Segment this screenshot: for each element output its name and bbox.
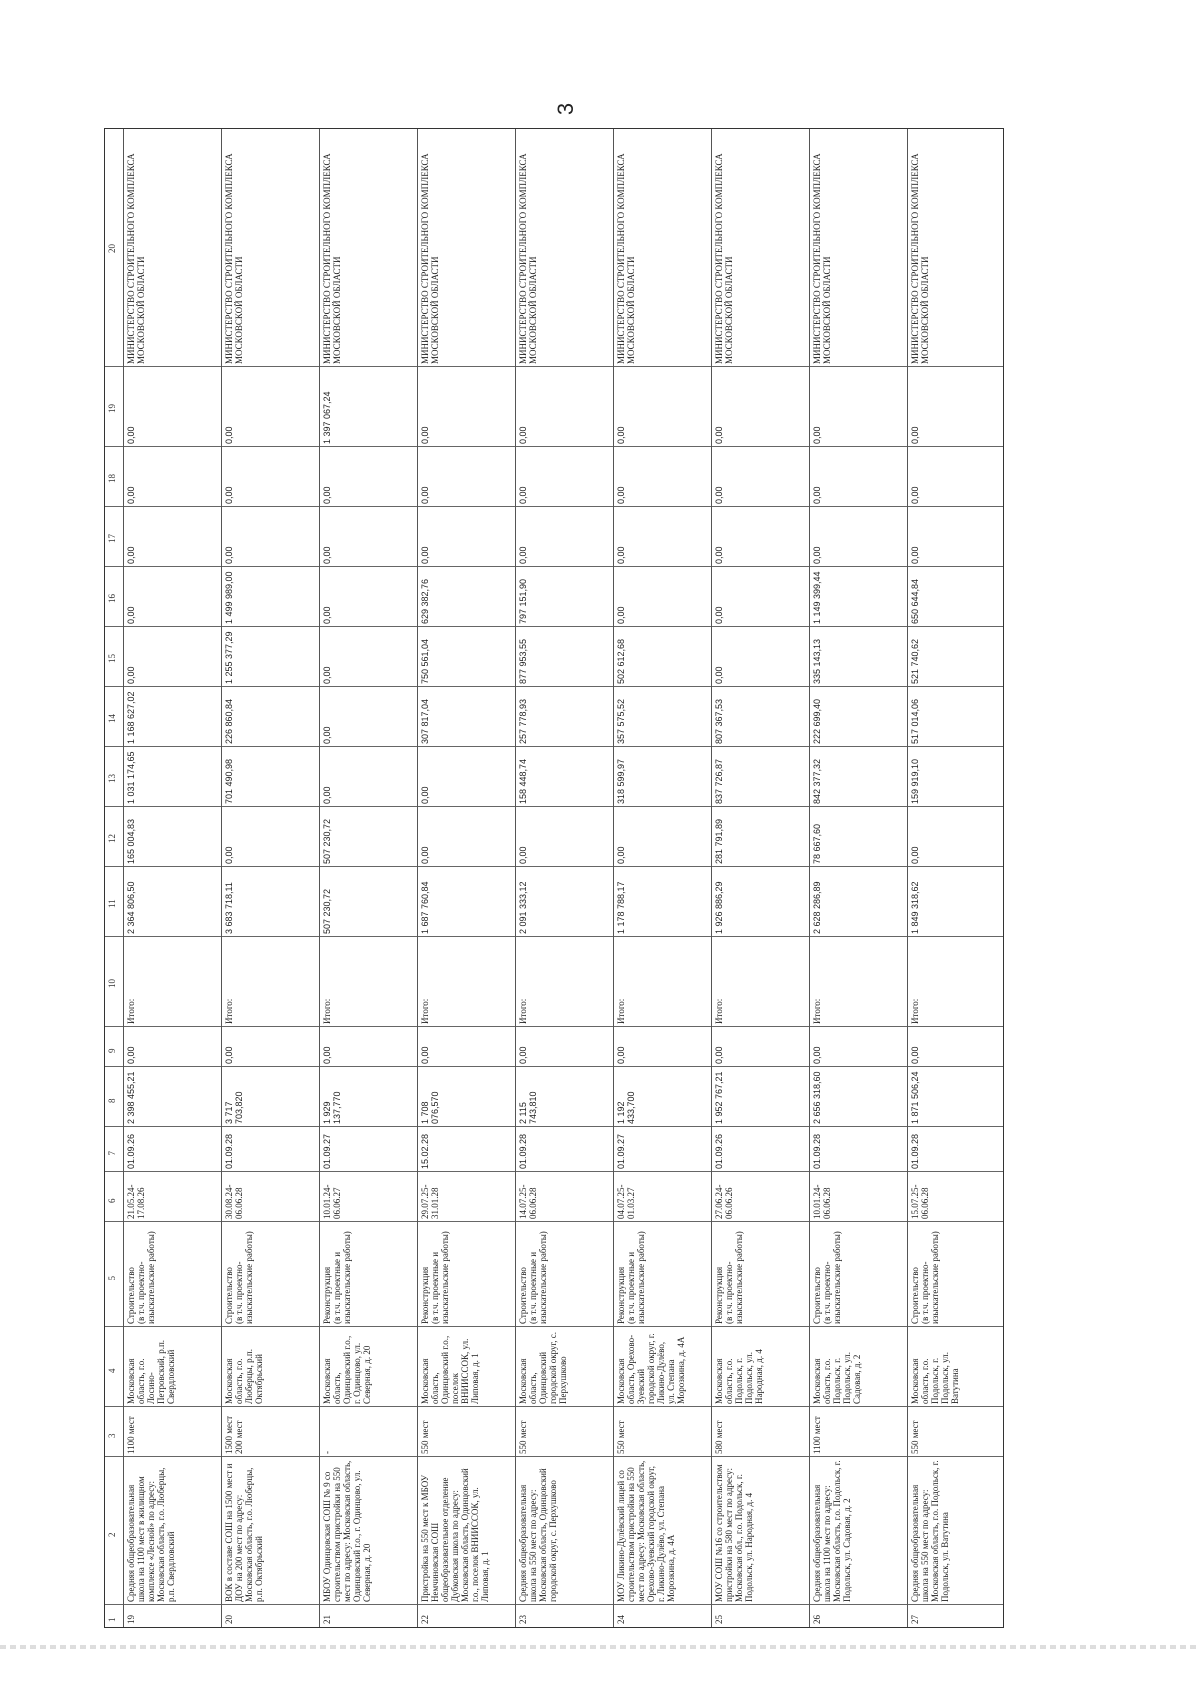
column-divider bbox=[105, 1326, 1003, 1327]
cell-capacity: 550 мест bbox=[616, 1420, 626, 1454]
cell-object: МОУ Ликино-Дулёвский лицей со строительством пристройки на 550 мест по адресу: Московская область, Орехово-Зуевский городской округ, г. Ликино-Дулёво, ул. Степана Морозкина, д. 4А bbox=[616, 1460, 676, 1602]
column-header: 20 bbox=[107, 244, 117, 253]
row-divider bbox=[221, 129, 222, 1627]
cell-y2030: 0,00 bbox=[812, 486, 822, 504]
cell-y2028: 0,00 bbox=[714, 606, 724, 624]
cell-y2030: 0,00 bbox=[322, 486, 332, 504]
cell-y2026: 226 860,84 bbox=[224, 698, 234, 744]
column-divider bbox=[105, 1171, 1003, 1172]
cell-spent: 0,00 bbox=[910, 1046, 920, 1064]
cell-object: Средняя общеобразовательная школа на 550 мест по адресу: Московская область, Одинцовский городской округ, с. Перхушково bbox=[518, 1468, 558, 1602]
cell-work: Реконструкция (в т.ч. проектные и изыскательские работы) bbox=[616, 1231, 646, 1324]
cell-spent: 0,00 bbox=[518, 1046, 528, 1064]
cell-y2028: 1 499 989,00 bbox=[224, 571, 234, 624]
cell-work: Строительство (в т.ч. проектные и изыскательские работы) bbox=[518, 1231, 548, 1324]
cell-y2026: 807 367,53 bbox=[714, 698, 724, 744]
cell-y2026: 1 168 627,02 bbox=[126, 691, 136, 744]
cell-y2027: 502 612,68 bbox=[616, 638, 626, 684]
cell-y2029: 0,00 bbox=[420, 546, 430, 564]
column-header: 4 bbox=[107, 1368, 117, 1373]
cell-y2028: 0,00 bbox=[322, 606, 332, 624]
cell-y2026: 307 817,04 bbox=[420, 698, 430, 744]
cell-y2031: 0,00 bbox=[518, 426, 528, 444]
cell-total: 1 926 886,29 bbox=[714, 881, 724, 934]
cell-executor: МИНИСТЕРСТВО СТРОИТЕЛЬНОГО КОМПЛЕКСА МОСКОВСКОЙ ОБЛАСТИ bbox=[812, 153, 832, 364]
cell-no: 19 bbox=[126, 1615, 136, 1624]
column-divider bbox=[105, 506, 1003, 507]
cell-address: Московская область, г.о. Подольск, г. Подольск, ул. Народная, д. 4 bbox=[714, 1349, 764, 1404]
column-header: 16 bbox=[107, 594, 117, 603]
cell-no: 26 bbox=[812, 1615, 822, 1624]
cell-y2027: 521 740,62 bbox=[910, 638, 920, 684]
cell-source: Итого: bbox=[714, 998, 724, 1024]
cell-address: Московская область, Орехово-Зуевский городской округ, г. Ликино-Дулёво, ул. Степана Морозкина, д. 4А bbox=[616, 1333, 686, 1404]
cell-y2028: 650 644,84 bbox=[910, 578, 920, 624]
column-divider bbox=[105, 1066, 1003, 1067]
column-header: 19 bbox=[107, 404, 117, 413]
column-header: 6 bbox=[107, 1198, 117, 1203]
cell-dates: 21.05.24- 17.08.26 bbox=[126, 1184, 146, 1219]
cell-address: Московская область, г.о. Подольск, г. Подольск, ул. Садовая, д. 2 bbox=[812, 1351, 862, 1404]
cell-cost: 2 115 743,810 bbox=[518, 1091, 538, 1124]
cell-y2031: 1 397 067,24 bbox=[322, 391, 332, 444]
cell-y2029: 0,00 bbox=[910, 546, 920, 564]
cell-commission: 01.09.26 bbox=[714, 1133, 724, 1169]
cell-executor: МИНИСТЕРСТВО СТРОИТЕЛЬНОГО КОМПЛЕКСА МОСКОВСКОЙ ОБЛАСТИ bbox=[910, 153, 930, 364]
cell-capacity: 1100 мест bbox=[126, 1416, 136, 1454]
cell-y2026: 0,00 bbox=[322, 726, 332, 744]
cell-total: 1 178 788,17 bbox=[616, 881, 626, 934]
cell-executor: МИНИСТЕРСТВО СТРОИТЕЛЬНОГО КОМПЛЕКСА МОСКОВСКОЙ ОБЛАСТИ bbox=[420, 153, 440, 364]
column-divider bbox=[105, 566, 1003, 567]
column-header: 2 bbox=[107, 1532, 117, 1537]
cell-y2024: 78 667,60 bbox=[812, 823, 822, 864]
cell-source: Итого: bbox=[812, 998, 822, 1024]
column-header: 13 bbox=[107, 774, 117, 783]
cell-cost: 1 871 506,24 bbox=[910, 1071, 920, 1124]
cell-capacity: 1500 мест 200 мест bbox=[224, 1415, 244, 1454]
column-divider bbox=[105, 626, 1003, 627]
column-divider bbox=[105, 1026, 1003, 1027]
row-divider bbox=[319, 129, 320, 1627]
cell-no: 24 bbox=[616, 1615, 626, 1624]
cell-y2030: 0,00 bbox=[910, 486, 920, 504]
row-divider bbox=[613, 129, 614, 1627]
cell-y2031: 0,00 bbox=[420, 426, 430, 444]
cell-source: Итого: bbox=[126, 998, 136, 1024]
cell-y2030: 0,00 bbox=[616, 486, 626, 504]
cell-spent: 0,00 bbox=[420, 1046, 430, 1064]
budget-table bbox=[104, 128, 1004, 1628]
cell-address: Московская область, г.о. Подольск, г. Подольск, ул. Ватутина bbox=[910, 1351, 960, 1404]
cell-y2029: 0,00 bbox=[518, 546, 528, 564]
cell-object: Средняя общеобразовательная школа на 1100 мест в жилищном комплексе «Лесной» по адресу: Московская область, г.о. Люберцы, р.п. Свердловский bbox=[126, 1467, 176, 1602]
cell-source: Итого: bbox=[420, 998, 430, 1024]
cell-object: МБОУ Одинцовская СОШ № 9 со строительством пристройки на 550 мест по адресу: Московская область, Одинцовский г.о., г. Одинцово, ул. Северная, д. 20 bbox=[322, 1460, 372, 1602]
cell-y2025: 158 448,74 bbox=[518, 758, 528, 804]
cell-dates: 30.08.24- 06.06.28 bbox=[224, 1184, 244, 1219]
cell-object: Пристройка на 550 мест к МБОУ Немчиновская СОШ общеобразовательное отделение Дубковская школа по адресу: Московская область, Одинцовский г.о., поселок ВНИИССОК, ул. Липовая, д. 1 bbox=[420, 1468, 490, 1602]
cell-spent: 0,00 bbox=[616, 1046, 626, 1064]
cell-spent: 0,00 bbox=[812, 1046, 822, 1064]
cell-y2025: 842 377,32 bbox=[812, 758, 822, 804]
cell-y2030: 0,00 bbox=[714, 486, 724, 504]
cell-y2028: 797 151,90 bbox=[518, 578, 528, 624]
cell-commission: 01.09.26 bbox=[126, 1133, 136, 1169]
cell-capacity: 580 мест bbox=[714, 1420, 724, 1454]
cell-y2030: 0,00 bbox=[518, 486, 528, 504]
column-header: 17 bbox=[107, 534, 117, 543]
cell-total: 1 687 760,84 bbox=[420, 881, 430, 934]
cell-total: 3 683 718,11 bbox=[224, 882, 234, 934]
cell-total: 2 628 286,89 bbox=[812, 881, 822, 934]
cell-cost: 1 192 433,700 bbox=[616, 1091, 636, 1124]
cell-y2024: 0,00 bbox=[224, 846, 234, 864]
cell-y2027: 0,00 bbox=[322, 666, 332, 684]
column-divider bbox=[105, 1126, 1003, 1127]
cell-commission: 01.09.27 bbox=[616, 1133, 626, 1169]
cell-dates: 10.01.24- 06.06.27 bbox=[322, 1184, 342, 1219]
cell-y2030: 0,00 bbox=[224, 486, 234, 504]
column-divider bbox=[105, 746, 1003, 747]
row-divider bbox=[711, 129, 712, 1627]
cell-work: Строительство (в т.ч. проектно-изыскательские работы) bbox=[126, 1231, 156, 1324]
cell-y2030: 0,00 bbox=[420, 486, 430, 504]
row-divider bbox=[417, 129, 418, 1627]
cell-y2027: 0,00 bbox=[714, 666, 724, 684]
cell-y2028: 0,00 bbox=[126, 606, 136, 624]
cell-source: Итого: bbox=[224, 998, 234, 1024]
cell-work: Строительство (в т.ч. проектно-изыскательские работы) bbox=[910, 1231, 940, 1324]
cell-work: Строительство (в т.ч. проектно-изыскательские работы) bbox=[224, 1231, 254, 1324]
cell-y2026: 517 014,06 bbox=[910, 698, 920, 744]
column-divider bbox=[105, 1456, 1003, 1457]
column-header: 5 bbox=[107, 1276, 117, 1281]
cell-y2027: 877 953,55 bbox=[518, 638, 528, 684]
cell-address: Московская область, Одинцовский городской округ, с. Перхушково bbox=[518, 1332, 568, 1404]
cell-no: 22 bbox=[420, 1615, 430, 1624]
cell-commission: 01.09.28 bbox=[910, 1133, 920, 1169]
cell-executor: МИНИСТЕРСТВО СТРОИТЕЛЬНОГО КОМПЛЕКСА МОСКОВСКОЙ ОБЛАСТИ bbox=[518, 153, 538, 364]
cell-y2030: 0,00 bbox=[126, 486, 136, 504]
cell-cost: 1 929 137,770 bbox=[322, 1091, 342, 1124]
cell-y2031: 0,00 bbox=[126, 426, 136, 444]
cell-address: Московская область, Одинцовский г.о., г. Одинцово, ул. Северная, д. 20 bbox=[322, 1335, 372, 1404]
cell-y2027: 1 255 377,29 bbox=[224, 631, 234, 684]
column-divider bbox=[105, 866, 1003, 867]
column-header: 1 bbox=[107, 1617, 117, 1622]
column-divider bbox=[105, 936, 1003, 937]
cell-dates: 29.07.25- 31.01.28 bbox=[420, 1184, 440, 1219]
row-divider bbox=[515, 129, 516, 1627]
cell-cost: 1 708 076,570 bbox=[420, 1091, 440, 1124]
cell-total: 1 849 318,62 bbox=[910, 881, 920, 934]
cell-y2025: 159 919,10 bbox=[910, 758, 920, 804]
cell-total: 2 091 333,12 bbox=[518, 881, 528, 934]
cell-object: Средняя общеобразовательная школа на 1100 мест по адресу: Московская область, г.о. Подольск, г. Подольск, ул. Садовая, д. 2 bbox=[812, 1460, 852, 1602]
cell-y2024: 165 004,83 bbox=[126, 818, 136, 864]
cell-total: 507 230,72 bbox=[322, 888, 332, 934]
cell-capacity: 550 мест bbox=[420, 1420, 430, 1454]
column-divider bbox=[105, 446, 1003, 447]
cell-y2024: 0,00 bbox=[518, 846, 528, 864]
cell-dates: 04.07.25- 01.03.27 bbox=[616, 1184, 636, 1219]
cell-source: Итого: bbox=[910, 998, 920, 1024]
cell-y2025: 701 490,98 bbox=[224, 758, 234, 804]
cell-y2025: 0,00 bbox=[420, 786, 430, 804]
cell-spent: 0,00 bbox=[126, 1046, 136, 1064]
column-divider bbox=[105, 1604, 1003, 1605]
column-divider bbox=[105, 1406, 1003, 1407]
column-header: 11 bbox=[107, 899, 117, 908]
cell-dates: 14.07.25- 06.06.28 bbox=[518, 1184, 538, 1219]
cell-dates: 10.01.24- 06.06.28 bbox=[812, 1184, 832, 1219]
cell-work: Строительство (в т.ч. проектно-изыскательские работы) bbox=[812, 1231, 842, 1324]
cell-y2026: 257 778,93 bbox=[518, 698, 528, 744]
cell-y2026: 222 699,40 bbox=[812, 698, 822, 744]
cell-y2029: 0,00 bbox=[616, 546, 626, 564]
cell-y2029: 0,00 bbox=[714, 546, 724, 564]
column-divider bbox=[105, 686, 1003, 687]
column-header: 9 bbox=[107, 1048, 117, 1053]
cell-y2025: 318 599,97 bbox=[616, 758, 626, 804]
cell-no: 23 bbox=[518, 1615, 528, 1624]
cell-cost: 2 656 318,60 bbox=[812, 1071, 822, 1124]
cell-y2031: 0,00 bbox=[616, 426, 626, 444]
column-header: 18 bbox=[107, 474, 117, 483]
cell-dates: 15.07.25- 06.06.28 bbox=[910, 1184, 930, 1219]
cell-y2027: 335 143,13 bbox=[812, 638, 822, 684]
cell-address: Московская область, Одинцовский г.о., поселок ВНИИССОК, ул. Липовая, д. 1 bbox=[420, 1335, 480, 1404]
cell-executor: МИНИСТЕРСТВО СТРОИТЕЛЬНОГО КОМПЛЕКСА МОСКОВСКОЙ ОБЛАСТИ bbox=[224, 153, 244, 364]
column-divider bbox=[105, 1221, 1003, 1222]
cell-executor: МИНИСТЕРСТВО СТРОИТЕЛЬНОГО КОМПЛЕКСА МОСКОВСКОЙ ОБЛАСТИ bbox=[126, 153, 146, 364]
cell-y2025: 1 031 174,65 bbox=[126, 751, 136, 804]
cell-cost: 2 398 455,21 bbox=[126, 1071, 136, 1124]
cell-y2031: 0,00 bbox=[224, 426, 234, 444]
column-header: 8 bbox=[107, 1098, 117, 1103]
column-header: 15 bbox=[107, 654, 117, 663]
cell-source: Итого: bbox=[616, 998, 626, 1024]
cell-no: 25 bbox=[714, 1615, 724, 1624]
cell-cost: 1 952 767,21 bbox=[714, 1071, 724, 1124]
cell-no: 21 bbox=[322, 1615, 332, 1624]
cell-work: Реконструкция (в т.ч. проектные и изыскательские работы) bbox=[322, 1231, 352, 1324]
cell-spent: 0,00 bbox=[322, 1046, 332, 1064]
cell-executor: МИНИСТЕРСТВО СТРОИТЕЛЬНОГО КОМПЛЕКСА МОСКОВСКОЙ ОБЛАСТИ bbox=[322, 153, 342, 364]
cell-object: МОУ СОШ №16 со строительством пристройки на 580 мест по адресу: Московская обл., г.о. Подольск, г. Подольск, ул. Народная, д. 4 bbox=[714, 1464, 754, 1602]
cell-commission: 01.09.27 bbox=[322, 1133, 332, 1169]
column-header: 10 bbox=[107, 979, 117, 988]
cell-total: 2 364 806,50 bbox=[126, 881, 136, 934]
table-grid bbox=[104, 128, 1004, 1628]
cell-executor: МИНИСТЕРСТВО СТРОИТЕЛЬНОГО КОМПЛЕКСА МОСКОВСКОЙ ОБЛАСТИ bbox=[714, 153, 734, 364]
cell-no: 27 bbox=[910, 1615, 920, 1624]
cell-y2024: 0,00 bbox=[420, 846, 430, 864]
cell-capacity: 550 мест bbox=[910, 1420, 920, 1454]
cell-y2027: 750 561,04 bbox=[420, 638, 430, 684]
cell-y2031: 0,00 bbox=[910, 426, 920, 444]
cell-commission: 01.09.28 bbox=[518, 1133, 528, 1169]
cell-spent: 0,00 bbox=[714, 1046, 724, 1064]
cell-commission: 15.02.28 bbox=[420, 1133, 430, 1169]
cell-object: ВОК в составе СОШ на 1500 мест и ДОУ на 200 мест по адресу: Московская область, г.о. Люберцы, р.п. Октябрьский bbox=[224, 1463, 264, 1602]
cell-work: Реконструкция (в т.ч. проектно-изыскательские работы) bbox=[714, 1231, 744, 1324]
header-divider bbox=[123, 129, 124, 1627]
column-header: 14 bbox=[107, 714, 117, 723]
cell-y2024: 507 230,72 bbox=[322, 818, 332, 864]
cell-object: Средняя общеобразовательная школа на 550 мест по адресу: Московская область, г.о. Подольск, г. Подольск, ул. Ватутина bbox=[910, 1460, 950, 1602]
cell-capacity: 550 мест bbox=[518, 1420, 528, 1454]
row-divider bbox=[809, 129, 810, 1627]
cell-spent: 0,00 bbox=[224, 1046, 234, 1064]
column-header: 12 bbox=[107, 834, 117, 843]
column-divider bbox=[105, 366, 1003, 367]
cell-y2024: 281 791,89 bbox=[714, 818, 724, 864]
cell-y2028: 629 382,76 bbox=[420, 578, 430, 624]
cell-y2025: 0,00 bbox=[322, 786, 332, 804]
cell-work: Реконструкция (в т.ч. проектные и изыскательские работы) bbox=[420, 1231, 450, 1324]
cell-address: Московская область, г.о. Люберцы, р.п. Октябрьский bbox=[224, 1349, 264, 1404]
cell-y2029: 0,00 bbox=[812, 546, 822, 564]
cell-y2024: 0,00 bbox=[616, 846, 626, 864]
cell-y2029: 0,00 bbox=[224, 546, 234, 564]
cell-y2031: 0,00 bbox=[812, 426, 822, 444]
cell-y2029: 0,00 bbox=[322, 546, 332, 564]
cell-y2028: 1 149 399,44 bbox=[812, 571, 822, 624]
cell-y2027: 0,00 bbox=[126, 666, 136, 684]
cell-no: 20 bbox=[224, 1615, 234, 1624]
cell-cost: 3 717 703,820 bbox=[224, 1091, 244, 1124]
cell-dates: 27.06.24- 06.06.26 bbox=[714, 1184, 734, 1219]
cell-source: Итого: bbox=[518, 998, 528, 1024]
scan-artifact bbox=[0, 1645, 1200, 1649]
page-number: 3 bbox=[553, 102, 579, 116]
cell-y2025: 837 726,87 bbox=[714, 758, 724, 804]
cell-address: Московская область, г.о. Лосино-Петровский, р.п. Свердловский bbox=[126, 1339, 176, 1404]
cell-y2031: 0,00 bbox=[714, 426, 724, 444]
cell-y2024: 0,00 bbox=[910, 846, 920, 864]
cell-capacity: 1100 мест bbox=[812, 1416, 822, 1454]
cell-commission: 01.09.28 bbox=[812, 1133, 822, 1169]
row-divider bbox=[907, 129, 908, 1627]
cell-source: Итого: bbox=[322, 998, 332, 1024]
cell-y2026: 357 575,52 bbox=[616, 698, 626, 744]
column-header: 7 bbox=[107, 1151, 117, 1156]
cell-capacity: - bbox=[322, 1451, 332, 1454]
cell-executor: МИНИСТЕРСТВО СТРОИТЕЛЬНОГО КОМПЛЕКСА МОСКОВСКОЙ ОБЛАСТИ bbox=[616, 153, 636, 364]
column-divider bbox=[105, 806, 1003, 807]
cell-y2029: 0,00 bbox=[126, 546, 136, 564]
cell-y2028: 0,00 bbox=[616, 606, 626, 624]
column-header: 3 bbox=[107, 1433, 117, 1438]
cell-commission: 01.09.28 bbox=[224, 1133, 234, 1169]
